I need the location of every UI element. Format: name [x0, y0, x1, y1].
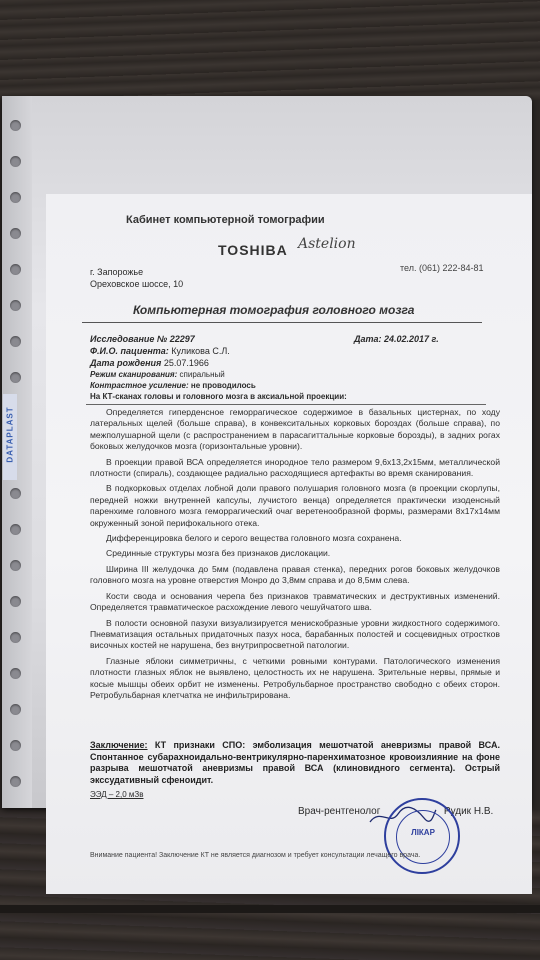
findings [90, 407, 500, 705]
birth-value: 25.07.1966 [163, 358, 209, 368]
section-divider [86, 404, 486, 405]
patient-notice: Внимание пациента! Заключение КТ не является диагнозом и требует консультации лечащего врача. [90, 852, 421, 859]
punch-hole [10, 632, 21, 643]
city: г. Запорожье [90, 267, 144, 277]
phone: тел. (061) 222-84-81 [400, 263, 484, 273]
effective-dose: ЭЭД – 2,0 мЗв [90, 790, 144, 799]
report-title: Компьютерная томография головного мозга [133, 303, 415, 317]
contrast-label: Контрастное усиление: [90, 381, 189, 390]
background-wood-top [0, 0, 540, 100]
patient-name: Куликова С.Л. [171, 346, 230, 356]
title-underline [82, 322, 482, 323]
report-date: Дата: 24.02.2017 г. [354, 334, 439, 344]
sleeve-brand-text: DATAPLAST [5, 406, 15, 463]
punch-hole [10, 668, 21, 679]
conclusion [90, 740, 500, 786]
sleeve-brand-label [3, 394, 17, 480]
punch-hole [10, 192, 21, 203]
scan-mode-value: спиральный [179, 370, 225, 379]
punch-hole [10, 740, 21, 751]
brand-logo: TOSHIBA [218, 242, 288, 258]
stamp-text: ЛІКАР [411, 828, 435, 837]
contrast-value: не проводилось [190, 381, 256, 390]
punch-hole [10, 596, 21, 607]
punch-hole [10, 120, 21, 131]
punch-hole [10, 560, 21, 571]
punch-hole [10, 488, 21, 499]
punch-hole [10, 372, 21, 383]
finding-paragraph: В проекции правой ВСА определяется инородное тело размером 9,6х13,2х15мм, металлической плотности (спираль), создающее радиально расходящиеся артефакты во время сканирования. [90, 456, 500, 479]
finding-paragraph: Ширина III желудочка до 5мм (подавлена правая стенка), передних рогов боковых желудочков головного мозга на уровне отверстия Монро до 3,8мм справа и до 8,5мм слева. [90, 563, 500, 586]
patient-row [90, 345, 230, 357]
punch-hole [10, 776, 21, 787]
conclusion-text: КТ признаки СПО: эмболизация мешотчатой аневризмы правой ВСА. Спонтанное субарахноидально-вентрикулярно-паренхиматозное кровоизлияние на фоне разрыва мешотчатой аневризмы правой ВСА (клиновидного сегмента). Острый экссудативный сфеноидит. [90, 740, 500, 785]
punch-hole [10, 524, 21, 535]
punch-hole [10, 336, 21, 347]
scans-intro: На КТ-сканах головы и головного мозга в аксиальной проекции: [90, 392, 347, 401]
cabinet-title: Кабинет компьютерной томографии [126, 214, 325, 226]
plastic-sleeve [2, 96, 532, 859]
finding-paragraph: Глазные яблоки симметричны, с четкими ровными контурами. Патологического изменения плотности глазных яблок не выявлено, целостность их не нарушена. Зрительные нервы, прямые и косые мышцы обеих орбит не изменены. Ретробульбарное пространство свободно с обеих сторон. Ретробульбарная клетчатка не инфильтрирована. [90, 655, 500, 700]
model-logo: Astelion [298, 236, 356, 252]
study-number: Исследование № 22297 [90, 334, 195, 344]
scan-mode-label: Режим сканирования: [90, 370, 178, 379]
birth-label: Дата рождения [90, 358, 162, 368]
punch-hole [10, 156, 21, 167]
punch-hole [10, 264, 21, 275]
street-address: Ореховское шоссе, 10 [90, 279, 184, 289]
doctor-title: Врач-рентгенолог [298, 806, 381, 817]
doctor-stamp [384, 798, 460, 874]
conclusion-label: Заключение: [90, 740, 148, 750]
finding-paragraph: Срединные структуры мозга без признаков дислокации. [106, 548, 331, 559]
punch-hole [10, 704, 21, 715]
finding-paragraph: В подкорковых отделах лобной доли правого полушария головного мозга (в проекции скорлупы, передней ножки внутренней капсулы, лучистого венца) определяется практически изоденсный паренхиме головного мозга геморрагический очаг веретенообразной формы, размерами 8х17х14мм окруженный зоной перифокального отека. [90, 483, 500, 528]
birth-row [90, 357, 209, 369]
finding-paragraph: В полости основной пазухи визуализируется менискобразные уровни жидкостного содержимого. Пневматизация остальных придаточных пазух носа, барабанных полостей и сосцевидных отростков височных костей не нарушена, без внутрипросветной патологии. [90, 617, 500, 651]
punch-hole [10, 228, 21, 239]
patient-label: Ф.И.О. пациента: [90, 346, 169, 356]
doctor-name: Рудик Н.В. [443, 806, 494, 817]
ct-report-page [46, 194, 532, 894]
finding-paragraph: Дифференцировка белого и серого вещества головного мозга сохранена. [106, 533, 402, 544]
finding-paragraph: Определяется гиперденсное геморрагическое содержимое в базальных цистернах, по ходу латеральных щелей (больше справа), в конвекситальных корковых бороздах (больше справа), по межполушарной щели (с распространением в парасагиттальные корковые борозды), в задних рогах боковых желудочков мозга (горизонтальные уровни). [90, 407, 500, 452]
finding-paragraph: Кости свода и основания черепа без признаков травматических и деструктивных изменений. Определяется травматическое расхождение левого чешуйчатого шва. [90, 590, 500, 613]
punch-hole [10, 300, 21, 311]
